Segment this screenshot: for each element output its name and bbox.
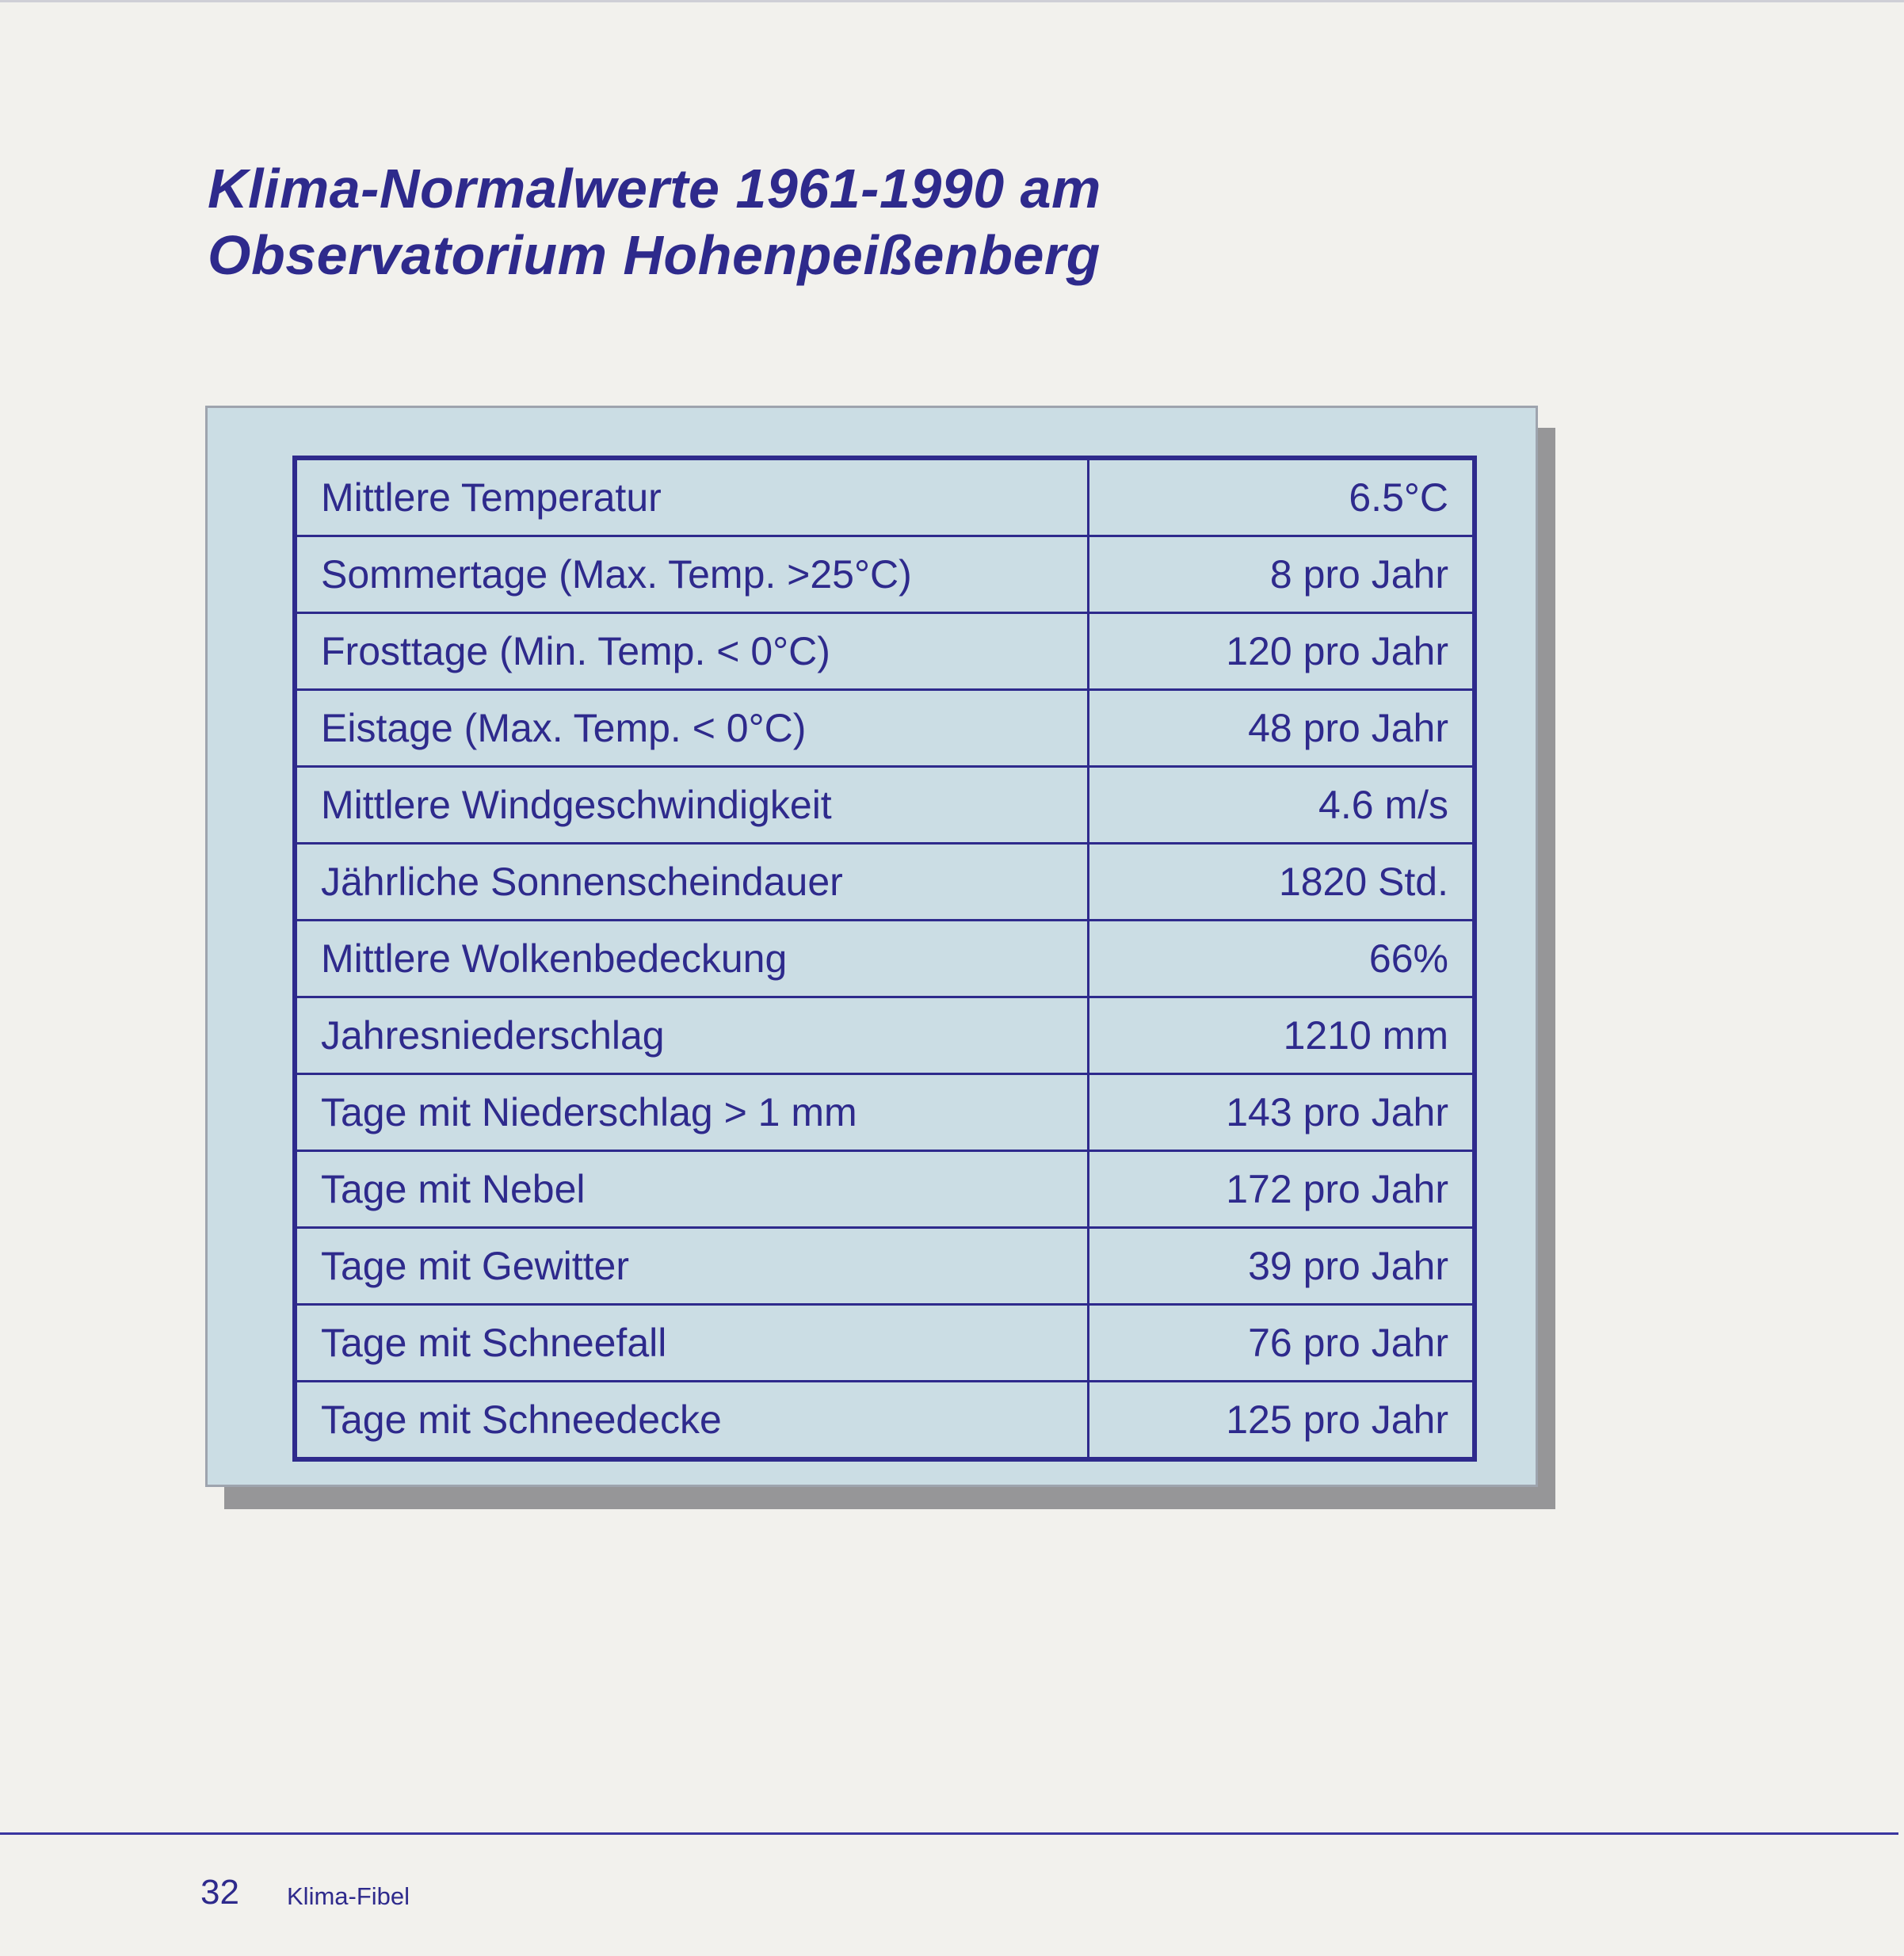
row-value: 1210 mm <box>1089 997 1475 1074</box>
page-title-line-1: Klima-Normalwerte 1961-1990 am <box>208 158 1101 219</box>
row-value: 172 pro Jahr <box>1089 1151 1475 1228</box>
row-label: Jahresniederschlag <box>295 997 1089 1074</box>
row-value: 66% <box>1089 921 1475 997</box>
page-title-line-2: Observatorium Hohenpeißenberg <box>208 224 1101 286</box>
row-value: 8 pro Jahr <box>1089 536 1475 613</box>
row-value: 125 pro Jahr <box>1089 1382 1475 1460</box>
table-row <box>295 1228 1475 1305</box>
row-value: 120 pro Jahr <box>1089 613 1475 690</box>
row-value: 39 pro Jahr <box>1089 1228 1475 1305</box>
row-label: Mittlere Windgeschwindigkeit <box>295 767 1089 844</box>
table-row <box>295 536 1475 613</box>
table-row <box>295 690 1475 767</box>
top-edge-line <box>0 0 1904 2</box>
row-value: 76 pro Jahr <box>1089 1305 1475 1382</box>
table-row <box>295 1074 1475 1151</box>
row-value: 143 pro Jahr <box>1089 1074 1475 1151</box>
table-row <box>295 458 1475 536</box>
row-label: Mittlere Wolkenbedeckung <box>295 921 1089 997</box>
page-number: 32 <box>200 1873 239 1912</box>
climate-table-panel <box>205 406 1538 1487</box>
row-label: Frosttage (Min. Temp. < 0°C) <box>295 613 1089 690</box>
row-label: Mittlere Temperatur <box>295 458 1089 536</box>
row-value: 4.6 m/s <box>1089 767 1475 844</box>
row-label: Tage mit Schneefall <box>295 1305 1089 1382</box>
table-row <box>295 844 1475 921</box>
climate-normals-table <box>292 456 1477 1462</box>
row-value: 1820 Std. <box>1089 844 1475 921</box>
table-row <box>295 1382 1475 1460</box>
row-value: 6.5°C <box>1089 458 1475 536</box>
row-label: Tage mit Nebel <box>295 1151 1089 1228</box>
table-row <box>295 767 1475 844</box>
table-row <box>295 1151 1475 1228</box>
footer-divider <box>0 1832 1898 1835</box>
row-label: Tage mit Gewitter <box>295 1228 1089 1305</box>
row-label: Eistage (Max. Temp. < 0°C) <box>295 690 1089 767</box>
row-label: Sommertage (Max. Temp. >25°C) <box>295 536 1089 613</box>
table-row <box>295 997 1475 1074</box>
row-label: Jährliche Sonnenscheindauer <box>295 844 1089 921</box>
row-label: Tage mit Niederschlag > 1 mm <box>295 1074 1089 1151</box>
row-value: 48 pro Jahr <box>1089 690 1475 767</box>
table-row <box>295 921 1475 997</box>
page-title <box>208 155 1555 288</box>
table-row <box>295 1305 1475 1382</box>
running-title: Klima-Fibel <box>287 1882 410 1910</box>
row-label: Tage mit Schneedecke <box>295 1382 1089 1460</box>
table-row <box>295 613 1475 690</box>
